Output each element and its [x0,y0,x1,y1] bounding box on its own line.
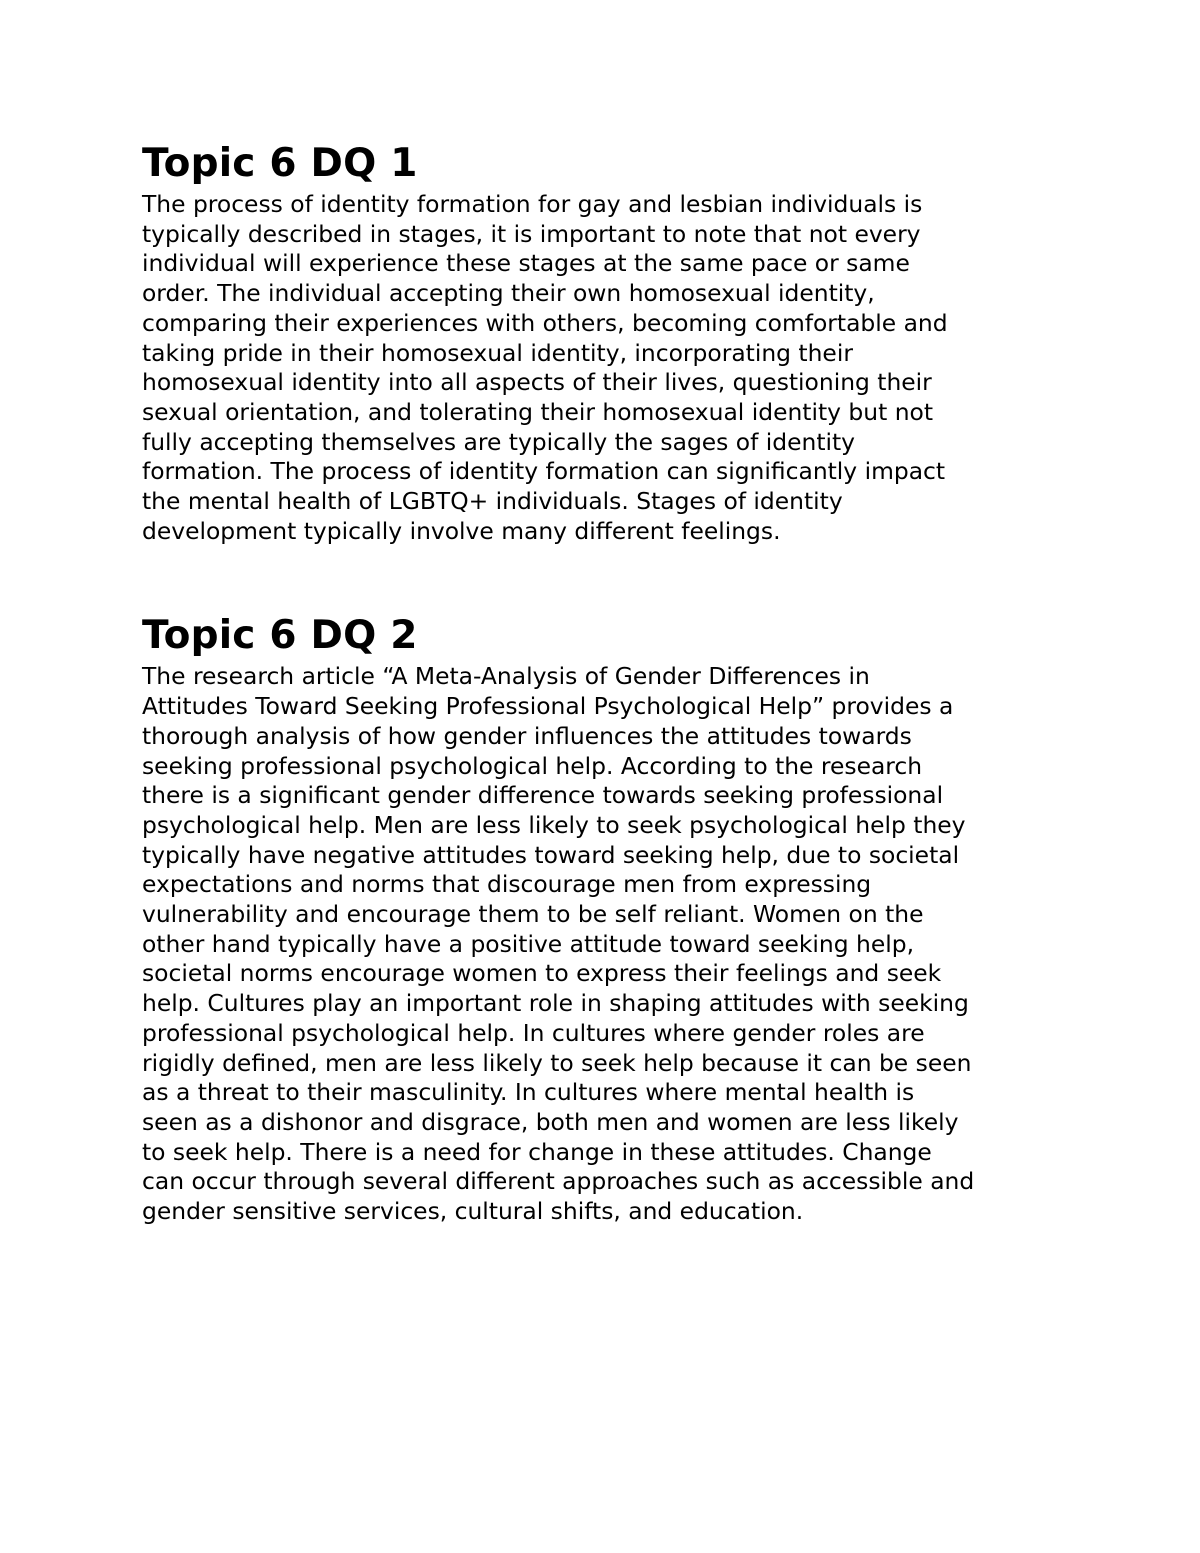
section-body: The research article “A Meta-Analysis of Gender Differences in Attitudes Toward Seeking Professional Psychological Help” provides a thorough analysis of how gender influences the attitudes towards seeking professional psychological help. According to the research there is a significant gender difference towards seeking professional psychological help. Men are less likely to seek psychological help they typically have negative attitudes toward seeking help, due to societal expectations and norms that discourage men from expressing vulnerability and encourage them to be self reliant. Women on the other hand typically have a positive attitude toward seeking help, societal norms encourage women to express their feelings and seek help. Cultures play an important role in shaping attitudes with seeking professional psychological help. In cultures where gender roles are rigidly defined, men are less likely to seek help because it can be seen as a threat to their masculinity. In cultures where mental health is seen as a dishonor and disgrace, both men and women are less likely to seek help. There is a need for change in these attitudes. Change can occur through several different approaches such as accessible and gender sensitive services, cultural shifts, and education. [142,662,975,1226]
section-topic-6-dq-2 [142,612,1062,1226]
section-body: The process of identity formation for gay and lesbian individuals is typically described in stages, it is important to note that not every individual will experience these stages at the same pace or same order. The individual accepting their own homosexual identity, comparing their experiences with others, becoming comfortable and taking pride in their homosexual identity, incorporating their homosexual identity into all aspects of their lives, questioning their sexual orientation, and tolerating their homosexual identity but not fully accepting themselves are typically the sages of identity formation. The process of identity formation can significantly impact the mental health of LGBTQ+ individuals. Stages of identity development typically involve many different feelings. [142,190,948,545]
section-topic-6-dq-1 [142,140,1062,546]
section-heading: Topic 6 DQ 2 [142,613,418,659]
section-heading: Topic 6 DQ 1 [142,141,418,186]
document-content [142,140,1062,1227]
